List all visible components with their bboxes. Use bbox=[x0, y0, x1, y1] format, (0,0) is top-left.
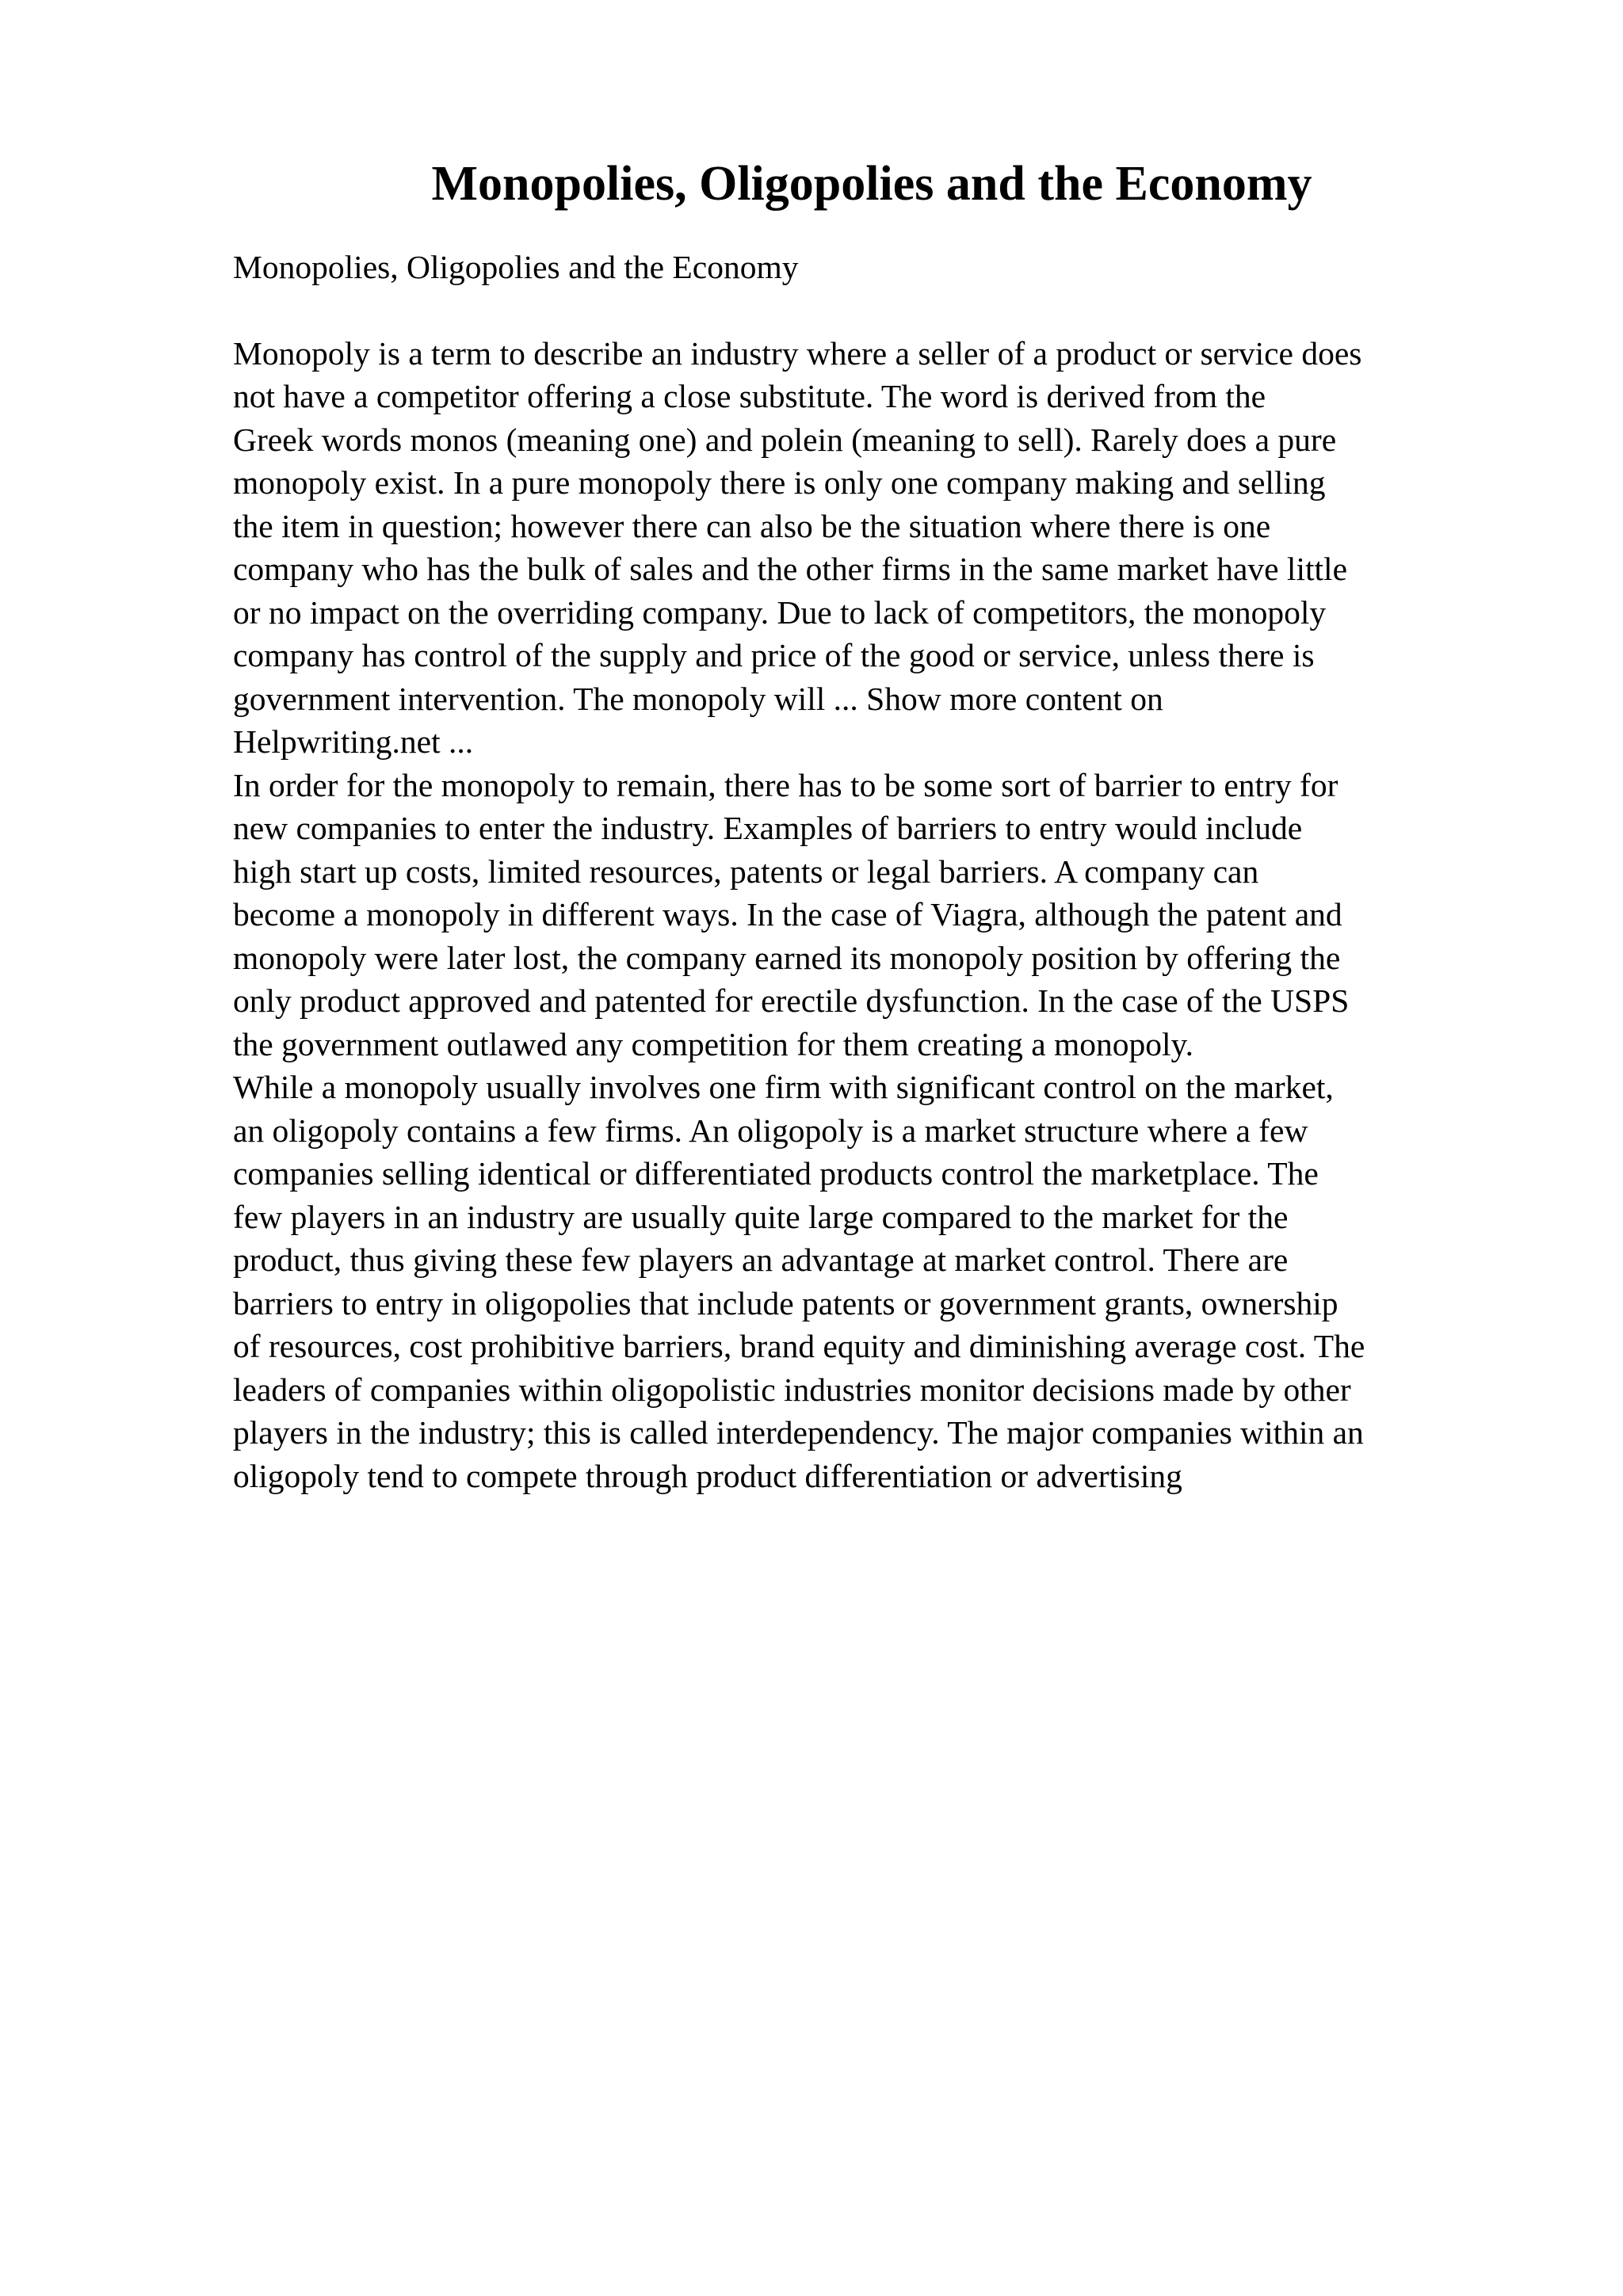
text-line: monopoly were later lost, the company earned its monopoly position by offering the bbox=[233, 939, 1341, 976]
text-line: high start up costs, limited resources, patents or legal barriers. A company can bbox=[233, 852, 1259, 890]
text-line: or no impact on the overriding company. Due to lack of competitors, the monopoly bbox=[233, 593, 1327, 631]
text-line: the government outlawed any competition for them creating a monopoly. bbox=[233, 1025, 1193, 1062]
text-line: In order for the monopoly to remain, there has to be some sort of barrier to entry for bbox=[233, 766, 1338, 803]
paragraph-oligopoly bbox=[233, 1066, 1533, 1497]
text-line: Monopoly is a term to describe an industry where a seller of a product or service does bbox=[233, 334, 1362, 372]
text-line: government intervention. The monopoly will ... Show more content on bbox=[233, 680, 1163, 717]
paragraph-monopoly-definition bbox=[233, 332, 1533, 764]
text-line: of resources, cost prohibitive barriers, brand equity and diminishing average cost. The bbox=[233, 1328, 1365, 1364]
text-line: leaders of companies within oligopolistic industries monitor decisions made by other bbox=[233, 1371, 1351, 1408]
text-line: not have a competitor offering a close substitute. The word is derived from the bbox=[233, 378, 1266, 414]
text-line: monopoly exist. In a pure monopoly there is only one company making and selling bbox=[233, 464, 1326, 501]
text-line: company has control of the supply and price of the good or service, unless there is bbox=[233, 637, 1315, 673]
document-title: Monopolies, Oligopolies and the Economy bbox=[431, 157, 1312, 211]
text-line: company who has the bulk of sales and the other firms in the same market have little bbox=[233, 551, 1347, 587]
document-body bbox=[233, 246, 1533, 1497]
text-line: companies selling identical or differentiated products control the marketplace. The bbox=[233, 1155, 1319, 1192]
text-line: barriers to entry in oligopolies that include patents or government grants, ownership bbox=[233, 1284, 1338, 1322]
text-line: oligopoly tend to compete through product differentiation or advertising bbox=[233, 1457, 1182, 1494]
text-line: become a monopoly in different ways. In the case of Viagra, although the patent and bbox=[233, 896, 1342, 933]
document-subtitle: Monopolies, Oligopolies and the Economy bbox=[233, 249, 799, 285]
text-line: the item in question; however there can also be the situation where there is one bbox=[233, 507, 1271, 544]
text-line: While a monopoly usually involves one firm with significant control on the market, bbox=[233, 1069, 1334, 1105]
text-line: an oligopoly contains a few firms. An oligopoly is a market structure where a few bbox=[233, 1112, 1308, 1149]
paragraph-barriers-to-entry bbox=[233, 764, 1533, 1066]
text-line: Helpwriting.net ... bbox=[233, 723, 474, 760]
text-line: only product approved and patented for erectile dysfunction. In the case of the USPS bbox=[233, 982, 1350, 1019]
text-line: Greek words monos (meaning one) and polein (meaning to sell). Rarely does a pure bbox=[233, 421, 1337, 458]
text-line: product, thus giving these few players an advantage at market control. There are bbox=[233, 1241, 1289, 1278]
text-line: players in the industry; this is called interdependency. The major companies within an bbox=[233, 1414, 1364, 1451]
text-line: few players in an industry are usually quite large compared to the market for the bbox=[233, 1198, 1289, 1235]
text-line: new companies to enter the industry. Examples of barriers to entry would include bbox=[233, 810, 1303, 846]
